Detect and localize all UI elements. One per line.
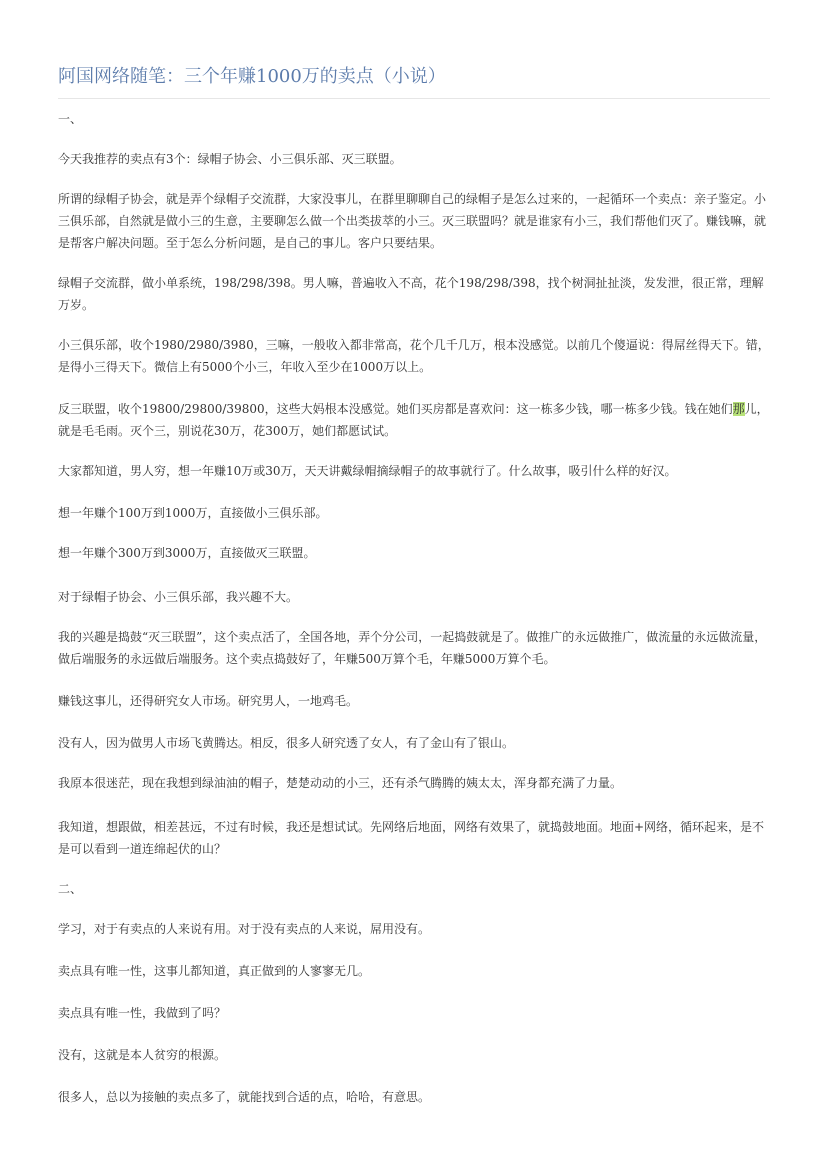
paragraph: 我知道，想跟做，相差甚远，不过有时候，我还是想试试。先网络后地面，网络有效果了，就捣鼓地面。地面+网络，循环起来，是不是可以看到一道连绵起伏的山？ xyxy=(58,820,765,856)
paragraph: 所谓的绿帽子协会，就是弄个绿帽子交流群，大家没事儿，在群里聊聊自己的绿帽子是怎么过来的，一起循环一个卖点：亲子鉴定。小三俱乐部，自然就是做小三的生意，主要聊怎么做一个出类拔萃的小三。灭三联盟吗？就是谁家有小三，我们帮他们灭了。赚钱嘛，就是帮客户解决问题。至于怎么分析问题，是自己的事儿。客户只要结果。 xyxy=(58,192,767,250)
paragraph: 学习，对于有卖点的人来说有用。对于没有卖点的人来说，屌用没有。 xyxy=(58,922,431,936)
title-divider xyxy=(58,98,770,99)
paragraph: 没有，这就是本人贫穷的根源。 xyxy=(58,1048,227,1062)
paragraph-text: 儿，就是毛毛雨。灭个三，别说花30万，花300万，她们都愿试试。 xyxy=(58,402,769,438)
paragraph: 没有人，因为做男人市场飞黄腾达。相反，很多人研究透了女人，有了金山有了银山。 xyxy=(58,736,515,750)
paragraph-with-highlight xyxy=(58,398,770,442)
paragraph-text: 反三联盟，收个19800/29800/39800，这些大妈根本没感觉。她们买房都是喜欢问：这一栋多少钱，哪一栋多少钱。钱在她们 xyxy=(58,402,733,416)
paragraph: 我原本很迷茫，现在我想到绿油油的帽子，楚楚动动的小三，还有杀气腾腾的姨太太，浑身都充满了力量。 xyxy=(58,776,623,790)
paragraph: 想一年赚个100万到1000万，直接做小三俱乐部。 xyxy=(58,506,328,520)
paragraph: 小三俱乐部，收个1980/2980/3980，三嘛，一般收入都非常高，花个几千几万，根本没感觉。以前几个傻逼说：得屌丝得天下。错，是得小三得天下。微信上有5000个小三，年收入至少在1000万以上。 xyxy=(58,338,770,374)
section-heading-2: 二、 xyxy=(58,882,83,896)
section-heading-1: 一、 xyxy=(58,112,83,126)
paragraph: 赚钱这事儿，还得研究女人市场。研究男人，一地鸡毛。 xyxy=(58,694,359,708)
paragraph: 今天我推荐的卖点有3个：绿帽子协会、小三俱乐部、灭三联盟。 xyxy=(58,152,402,166)
paragraph: 大家都知道，男人穷，想一年赚10万或30万，天天讲戴绿帽摘绿帽子的故事就行了。什么故事，吸引什么样的好汉。 xyxy=(58,464,677,478)
paragraph: 卖点具有唯一性，这事儿都知道，真正做到的人寥寥无几。 xyxy=(58,964,371,978)
highlighted-text: 那 xyxy=(732,402,745,416)
paragraph: 对于绿帽子协会、小三俱乐部，我兴趣不大。 xyxy=(58,590,299,604)
paragraph: 想一年赚个300万到3000万，直接做灭三联盟。 xyxy=(58,546,316,560)
paragraph: 绿帽子交流群，做小单系统，198/298/398。男人嘛，普遍收入不高，花个198/298/398，找个树洞扯扯淡，发发泄，很正常，理解万岁。 xyxy=(58,276,764,312)
paragraph: 很多人，总以为接触的卖点多了，就能找到合适的点，哈哈，有意思。 xyxy=(58,1090,431,1104)
paragraph: 卖点具有唯一性，我做到了吗？ xyxy=(58,1006,227,1020)
paragraph: 我的兴趣是捣鼓“灭三联盟”，这个卖点活了，全国各地，弄个分公司，一起捣鼓就是了。做推广的永远做推广，做流量的永远做流量，做后端服务的永远做后端服务。这个卖点捣鼓好了，年赚500万算个毛，年赚5000万算个毛。 xyxy=(58,630,767,666)
document-title: 阿国网络随笔：三个年赚1000万的卖点（小说） xyxy=(58,66,446,87)
